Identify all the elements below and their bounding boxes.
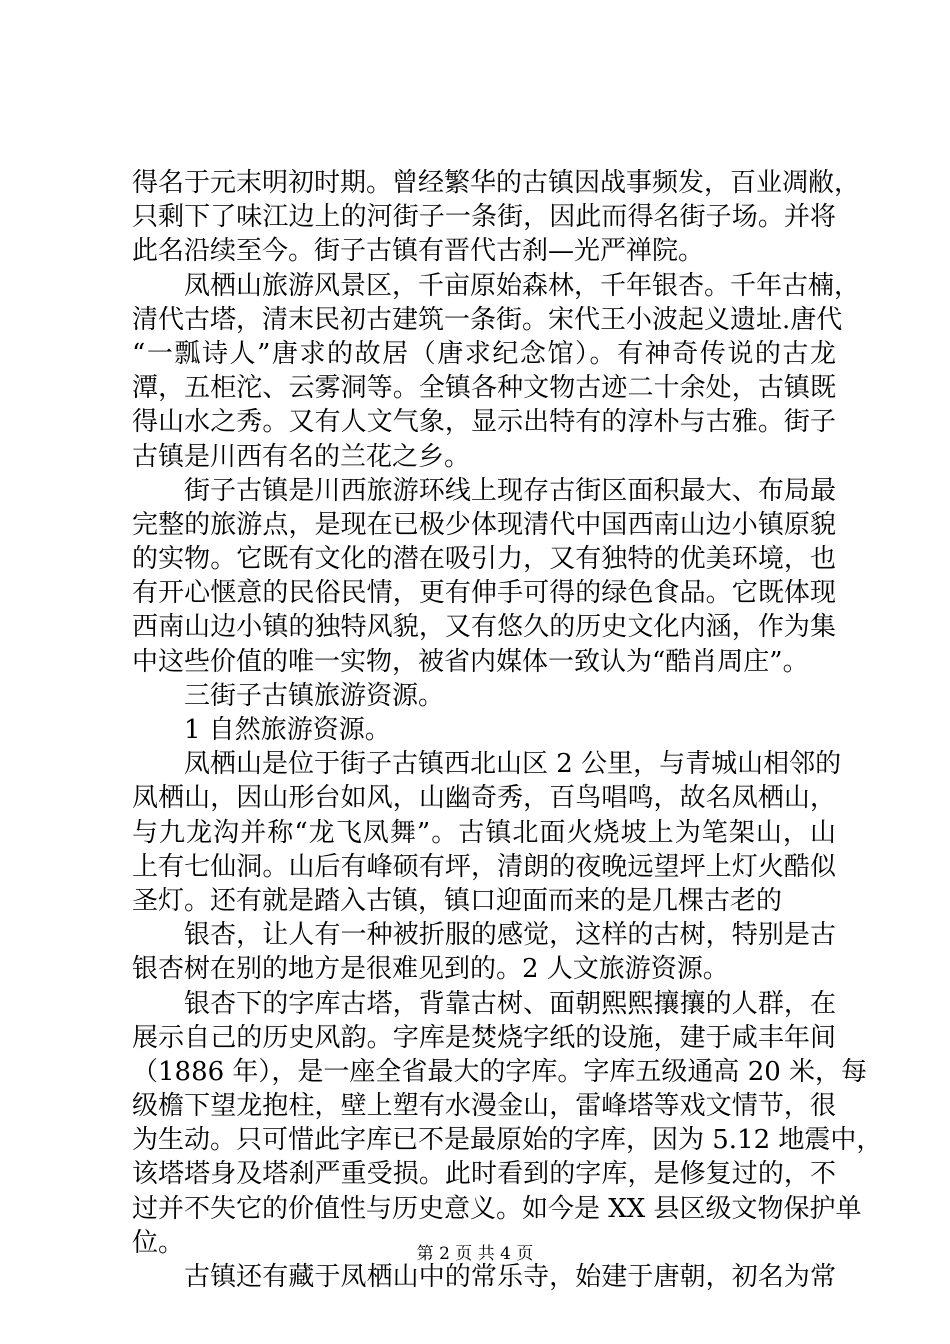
text-line: 位。	[132, 1227, 185, 1258]
text-line: 西南山边小镇的独特风貌，又有悠久的历史文化内涵，作为集	[132, 612, 836, 643]
text-line: 有开心惬意的民俗民情，更有伸手可得的绿色食品。它既体现	[132, 578, 836, 609]
text-line: 凤栖山，因山形台如风，山幽奇秀，百鸟唱鸣，故名凤栖山，	[132, 783, 836, 814]
text-line: 潭，五柜沱、云雾洞等。全镇各种文物古迹二十余处，古镇既	[132, 373, 836, 404]
text-line: 此名沿续至今。街子古镇有晋代古刹—光严禅院。	[132, 236, 705, 267]
text-line: 银杏树在别的地方是很难见到的。2 人文旅游资源。	[132, 954, 729, 985]
document-body	[132, 166, 883, 1294]
page-footer: 第 2 页 共 4 页	[416, 1244, 534, 1264]
text-line: 三街子古镇旅游资源。	[184, 680, 445, 711]
text-line: 级檐下望龙抱柱，壁上塑有水漫金山，雷峰塔等戏文情节，很	[132, 1091, 836, 1122]
text-line: 过并不失它的价值性与历史意义。如今是 XX 县区级文物保护单	[132, 1193, 862, 1224]
text-line: 圣灯。还有就是踏入古镇，镇口迎面而来的是几棵古老的	[132, 885, 783, 916]
text-line: 展示自己的历史风韵。字库是焚烧字纸的设施，建于咸丰年间	[132, 1022, 836, 1053]
text-line: 上有七仙洞。山后有峰硕有坪，清朗的夜晚远望坪上灯火酷似	[132, 851, 836, 882]
text-line: 该塔塔身及塔刹严重受损。此时看到的字库，是修复过的，不	[132, 1159, 836, 1190]
text-line: 为生动。只可惜此字库已不是最原始的字库，因为 5.12 地震中，	[132, 1125, 883, 1156]
text-line: 得名于元末明初时期。曾经繁华的古镇因战事频发，百业凋敝，	[132, 168, 861, 198]
text-line: 1 自然旅游资源。	[184, 715, 391, 745]
text-line: 古镇还有藏于凤栖山中的常乐寺，始建于唐朝，初名为常	[184, 1262, 836, 1292]
text-line: 凤栖山是位于街子古镇西北山区 2 公里，与青城山相邻的	[184, 749, 842, 780]
text-line: 银杏下的字库古塔，背靠古树、面朝熙熙攘攘的人群，在	[184, 988, 836, 1019]
text-line: 街子古镇是川西旅游环线上现存古街区面积最大、布局最	[184, 475, 836, 506]
text-line: 只剩下了味江边上的河街子一条街，因此而得名街子场。并将	[132, 202, 836, 233]
text-line: 清代古塔，清末民初古建筑一条街。宋代王小波起义遗址.唐代	[132, 304, 843, 335]
text-line: （1886 年），是一座全省最大的字库。字库五级通高 20 米，每	[132, 1056, 868, 1087]
text-line: 中这些价值的唯一实物，被省内媒体一致认为“酷肖周庄”。	[132, 646, 809, 677]
text-line: 凤栖山旅游风景区，千亩原始森林，千年银杏。千年古楠，	[184, 270, 861, 301]
text-line: 古镇是川西有名的兰花之乡。	[132, 441, 471, 472]
text-line: 得山水之秀。又有人文气象，显示出特有的淳朴与古雅。街子	[132, 407, 836, 438]
text-line: 完整的旅游点，是现在已极少体现清代中国西南山边小镇原貌	[132, 509, 836, 540]
text-line: 的实物。它既有文化的潜在吸引力，又有独特的优美环境，也	[132, 544, 836, 575]
text-line: “一瓢诗人”唐求的故居（唐求纪念馆）。有神奇传说的古龙	[132, 338, 836, 369]
text-line: 与九龙沟并称“龙飞凤舞”。古镇北面火烧坡上为笔架山，山	[132, 817, 836, 848]
text-line: 银杏，让人有一种被折服的感觉，这样的古树，特别是古	[184, 920, 836, 951]
